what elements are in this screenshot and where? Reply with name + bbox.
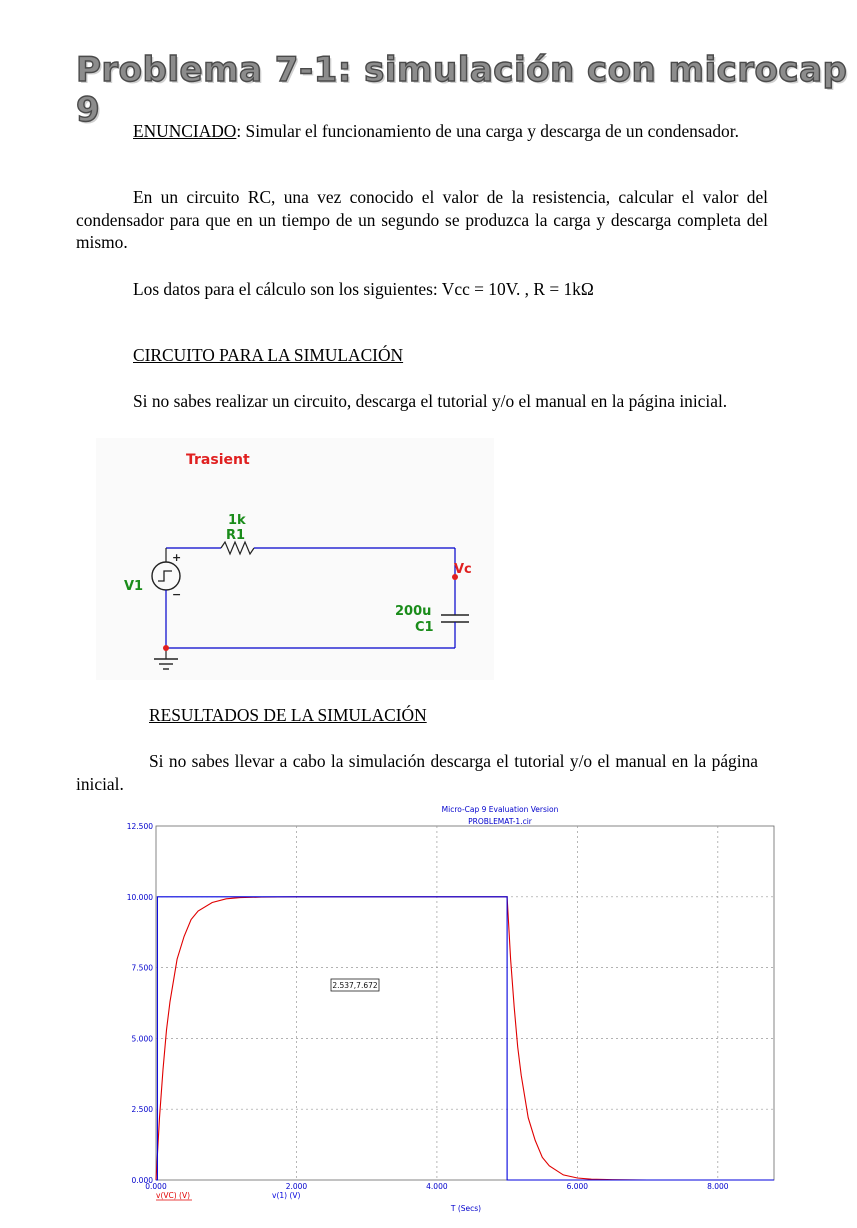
legend-entry-vc: v(VC) (V) <box>156 1191 191 1200</box>
node-label-vc: Vc <box>454 562 472 577</box>
source-plus: + <box>172 551 182 564</box>
y-tick-label: 5.000 <box>131 1034 153 1044</box>
x-tick-label: 6.000 <box>566 1182 589 1191</box>
y-tick-label: 10.000 <box>126 892 153 902</box>
y-tick-label: 2.500 <box>131 1105 153 1115</box>
mode-label: Trasient <box>186 452 250 468</box>
resistor-r1 <box>221 542 254 554</box>
rc-paragraph: En un circuito RC, una vez conocido el valor de la resistencia, calcular el valor del condensador para que en un tiempo de un segundo se produzca la carga y descarga completa del mismo. <box>76 187 768 252</box>
pulse-symbol-icon <box>158 571 172 581</box>
plot-subtitle: PROBLEMAT-1.cir <box>468 817 532 826</box>
capacitor-value: 200u <box>395 604 432 619</box>
simulation-plot <box>104 800 784 1220</box>
source-minus: − <box>172 588 182 601</box>
voltage-source-v1 <box>152 562 180 590</box>
resistor-value: 1k <box>228 513 246 528</box>
ground-node-dot <box>163 645 169 651</box>
resistor-name: R1 <box>226 528 246 543</box>
x-tick-label: 2.000 <box>285 1182 308 1191</box>
y-tick-label: 12.500 <box>126 822 153 831</box>
y-tick-label: 7.500 <box>131 963 153 973</box>
plot-grid <box>156 826 784 1180</box>
capacitor-name: C1 <box>415 620 434 635</box>
plot-title: Micro-Cap 9 Evaluation Version <box>441 805 559 814</box>
x-tick-label: 8.000 <box>707 1182 729 1191</box>
results-section-text: Si no sabes llevar a cabo la simulación descarga el tutorial y/o el manual en la página inicial. <box>76 751 758 794</box>
plot-frame <box>156 826 774 1180</box>
enunciado-label: ENUNCIADO <box>133 121 237 141</box>
annotation-text: 2.537,7.672 <box>332 981 378 990</box>
results-section-heading: RESULTADOS DE LA SIMULACIÓN <box>149 705 427 725</box>
plot-annotation <box>331 979 379 991</box>
x-tick-label: 4.000 <box>426 1182 448 1191</box>
plot-ticks <box>127 822 729 1191</box>
plot-legend <box>156 1191 301 1200</box>
enunciado-paragraph <box>76 120 768 143</box>
enunciado-text: : Simular el funcionamiento de una carga y descarga de un condensador. <box>236 121 739 141</box>
circuit-section-text: Si no sabes realizar un circuito, descarga el tutorial y/o el manual en la página inicial. <box>133 391 728 411</box>
datos-paragraph: Los datos para el cálculo son los siguientes: Vcc = 10V. , R = 1kΩ <box>133 279 594 299</box>
legend-entry-v1: v(1) (V) <box>272 1191 301 1200</box>
page-title: Problema 7-1: simulación con microcap 9 <box>76 50 848 130</box>
source-name: V1 <box>124 579 144 594</box>
x-axis-label: T (Secs) <box>450 1204 482 1213</box>
x-tick-label: 0.000 <box>145 1182 167 1191</box>
circuit-section-heading: CIRCUITO PARA LA SIMULACIÓN <box>133 345 404 365</box>
y-tick-label: 0.000 <box>131 1176 153 1185</box>
circuit-schematic <box>96 438 494 680</box>
